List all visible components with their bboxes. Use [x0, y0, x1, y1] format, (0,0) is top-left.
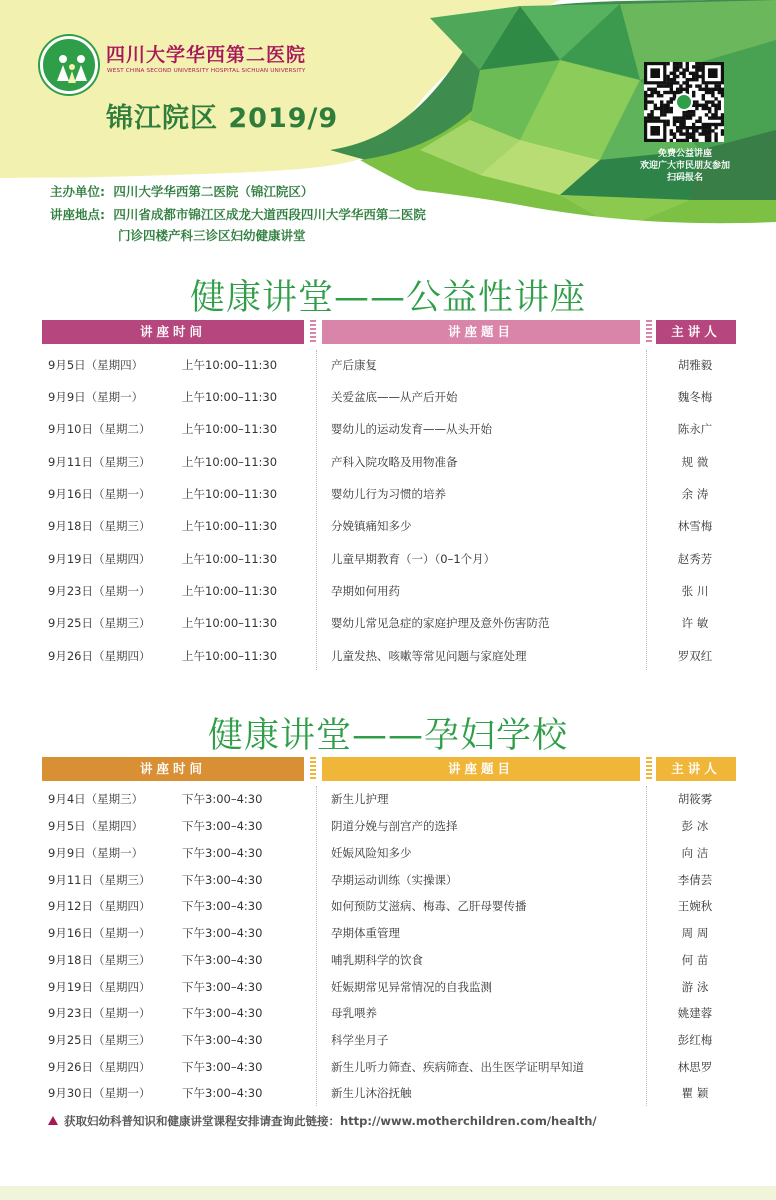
lecture-speaker: 周 周: [681, 926, 709, 940]
lecture-topic: 母乳喂养: [331, 1006, 377, 1020]
campus-date-title: 锦江院区 2019/9: [106, 103, 339, 134]
lecture-topic: 婴幼儿常见急症的家庭护理及意外伤害防范: [331, 616, 550, 630]
lecture-date: 9月5日（星期四）: [48, 819, 144, 833]
bottom-bar: [0, 1186, 776, 1200]
table-row: [0, 549, 776, 569]
lecture-time: 下午3:00–4:30: [182, 1086, 263, 1100]
lecture-topic: 新生儿沐浴抚触: [331, 1086, 412, 1100]
lecture-time: 下午3:00–4:30: [182, 792, 263, 806]
hospital-name: 四川大学华西第二医院: [106, 44, 307, 66]
lecture-time: 上午10:00–11:30: [182, 487, 278, 501]
section-title-prenatal-school: 健康讲堂——孕妇学校: [207, 716, 568, 756]
lecture-speaker: 何 苗: [681, 953, 709, 967]
lecture-date: 9月23日（星期一）: [48, 584, 151, 598]
lecture-time: 上午10:00–11:30: [182, 519, 278, 533]
lecture-time: 下午3:00–4:30: [182, 1060, 263, 1074]
lecture-topic: 新生儿护理: [331, 792, 389, 806]
logo-figures-icon: [43, 39, 101, 97]
table-row: [0, 843, 776, 863]
table-row: [0, 387, 776, 407]
footer-text: 获取妇幼科普知识和健康讲堂课程安排请查询此链接：: [64, 1114, 340, 1128]
lecture-topic: 哺乳期科学的饮食: [331, 953, 423, 967]
footer-note: [48, 1113, 597, 1129]
lecture-time: 下午3:00–4:30: [182, 1033, 263, 1047]
lecture-topic: 儿童发热、咳嗽等常见问题与家庭处理: [331, 649, 527, 663]
lecture-time: 下午3:00–4:30: [182, 899, 263, 913]
lecture-speaker: 瞿 颖: [681, 1086, 709, 1100]
lecture-speaker: 彭红梅: [677, 1033, 713, 1047]
table-row: [0, 355, 776, 375]
col-header-divider: [310, 320, 316, 344]
table-row: [0, 452, 776, 472]
lecture-speaker: 彭 冰: [681, 819, 709, 833]
table-row: [0, 484, 776, 504]
table-row: [0, 516, 776, 536]
lecture-topic: 婴幼儿行为习惯的培养: [331, 487, 446, 501]
footer-url-link[interactable]: http://www.motherchildren.com/health/: [340, 1114, 597, 1128]
lecture-time: 下午3:00–4:30: [182, 926, 263, 940]
table-row: [0, 950, 776, 970]
lecture-time: 下午3:00–4:30: [182, 819, 263, 833]
lecture-topic: 科学坐月子: [331, 1033, 389, 1047]
lecture-date: 9月18日（星期三）: [48, 519, 151, 533]
table-row: [0, 1057, 776, 1077]
lecture-speaker: 陈永广: [677, 422, 713, 436]
lecture-topic: 孕期运动训练（实操课）: [331, 873, 458, 887]
section-title-public-lectures: 健康讲堂——公益性讲座: [189, 278, 586, 318]
lecture-time: 上午10:00–11:30: [182, 358, 278, 372]
lecture-date: 9月10日（星期二）: [48, 422, 151, 436]
table-row: [0, 646, 776, 666]
lecture-date: 9月16日（星期一）: [48, 487, 151, 501]
lecture-speaker: 王婉秋: [677, 899, 713, 913]
col-header-topic: 讲座题目: [322, 757, 640, 781]
lecture-date: 9月11日（星期三）: [48, 873, 151, 887]
qr-code[interactable]: [644, 62, 724, 142]
hospital-name-en: WEST CHINA SECOND UNIVERSITY HOSPITAL SICHUAN UNIVERSITY: [107, 68, 306, 74]
lecture-date: 9月5日（星期四）: [48, 358, 144, 372]
lecture-date: 9月9日（星期一）: [48, 390, 144, 404]
lecture-date: 9月25日（星期三）: [48, 1033, 151, 1047]
lecture-topic: 孕期体重管理: [331, 926, 400, 940]
lecture-speaker: 李倩芸: [677, 873, 713, 887]
col-header-time: 讲座时间: [42, 320, 304, 344]
table-row: [0, 1030, 776, 1050]
organizer-line: [50, 182, 313, 200]
lecture-topic: 孕期如何用药: [331, 584, 400, 598]
table-row: [0, 816, 776, 836]
lecture-speaker: 林思罗: [677, 1060, 713, 1074]
lecture-topic: 产科入院攻略及用物准备: [331, 455, 458, 469]
lecture-date: 9月25日（星期三）: [48, 616, 151, 630]
table-row: [0, 977, 776, 997]
lecture-speaker: 胡筱雾: [677, 792, 713, 806]
lecture-speaker: 向 洁: [681, 846, 709, 860]
lecture-speaker: 规 微: [681, 455, 709, 469]
organizer-value: 四川大学华西第二医院（锦江院区）: [113, 184, 314, 199]
lecture-speaker: 胡雅毅: [677, 358, 713, 372]
lecture-date: 9月26日（星期四）: [48, 649, 151, 663]
venue-line: [50, 205, 426, 223]
lecture-date: 9月11日（星期三）: [48, 455, 151, 469]
lecture-time: 下午3:00–4:30: [182, 953, 263, 967]
table-row: [0, 613, 776, 633]
lecture-date: 9月30日（星期一）: [48, 1086, 151, 1100]
lecture-date: 9月9日（星期一）: [48, 846, 144, 860]
lecture-date: 9月16日（星期一）: [48, 926, 151, 940]
lecture-time: 上午10:00–11:30: [182, 422, 278, 436]
qr-caption-line: 欢迎广大市民朋友参加: [639, 161, 730, 171]
table-row: [0, 419, 776, 439]
lecture-date: 9月19日（星期四）: [48, 552, 151, 566]
lecture-speaker: 赵秀芳: [677, 552, 713, 566]
col-header-speaker: 主讲人: [656, 320, 736, 344]
table-row: [0, 870, 776, 890]
lecture-topic: 妊娠风险知多少: [331, 846, 412, 860]
organizer-label: 主办单位:: [50, 184, 105, 199]
triangle-bullet-icon: [48, 1116, 58, 1125]
lecture-speaker: 姚建蓉: [677, 1006, 713, 1020]
lecture-topic: 妊娠期常见异常情况的自我监测: [331, 980, 492, 994]
lecture-speaker: 罗双红: [677, 649, 713, 663]
lecture-topic: 阴道分娩与剖宫产的选择: [331, 819, 458, 833]
lecture-time: 上午10:00–11:30: [182, 552, 278, 566]
lecture-date: 9月19日（星期四）: [48, 980, 151, 994]
table-row: [0, 923, 776, 943]
lecture-topic: 产后康复: [331, 358, 377, 372]
col-header-speaker: 主讲人: [656, 757, 736, 781]
table-row: [0, 1003, 776, 1023]
lecture-topic: 如何预防艾滋病、梅毒、乙肝母婴传播: [331, 899, 527, 913]
col-header-divider: [310, 757, 316, 781]
lecture-speaker: 张 川: [681, 584, 709, 598]
table-row: [0, 581, 776, 601]
lecture-speaker: 林雪梅: [677, 519, 713, 533]
col-header-divider: [646, 320, 652, 344]
lecture-time: 上午10:00–11:30: [182, 584, 278, 598]
lecture-topic: 婴幼儿的运动发育——从头开始: [331, 422, 492, 436]
lecture-time: 上午10:00–11:30: [182, 616, 278, 630]
lecture-date: 9月23日（星期一）: [48, 1006, 151, 1020]
table-row: [0, 789, 776, 809]
lecture-date: 9月12日（星期四）: [48, 899, 151, 913]
lecture-topic: 儿童早期教育（一）（0–1个月）: [331, 552, 496, 566]
qr-code-icon: [644, 62, 724, 142]
qr-caption-line: 免费公益讲座: [657, 149, 712, 159]
lecture-topic: 关爱盆底——从产后开始: [331, 390, 458, 404]
lecture-time: 下午3:00–4:30: [182, 1006, 263, 1020]
lecture-speaker: 游 泳: [681, 980, 709, 994]
lecture-time: 下午3:00–4:30: [182, 980, 263, 994]
lecture-speaker: 余 涛: [681, 487, 709, 501]
qr-caption: [610, 148, 760, 184]
lecture-date: 9月26日（星期四）: [48, 1060, 151, 1074]
hospital-logo: [40, 36, 98, 94]
venue-value-line2: 门诊四楼产科三诊区妇幼健康讲堂: [118, 228, 306, 243]
table-row: [0, 896, 776, 916]
qr-caption-line: 扫码报名: [666, 173, 703, 183]
lecture-time: 上午10:00–11:30: [182, 649, 278, 663]
col-header-time: 讲座时间: [42, 757, 304, 781]
lecture-time: 下午3:00–4:30: [182, 846, 263, 860]
col-header-divider: [646, 757, 652, 781]
col-header-topic: 讲座题目: [322, 320, 640, 344]
lecture-date: 9月18日（星期三）: [48, 953, 151, 967]
lecture-time: 下午3:00–4:30: [182, 873, 263, 887]
table-row: [0, 1083, 776, 1103]
venue-value-line1: 四川省成都市锦江区成龙大道西段四川大学华西第二医院: [113, 207, 426, 222]
lecture-time: 上午10:00–11:30: [182, 390, 278, 404]
venue-label: 讲座地点:: [50, 207, 105, 222]
lecture-speaker: 魏冬梅: [677, 390, 713, 404]
lecture-speaker: 许 敏: [681, 616, 709, 630]
lecture-topic: 新生儿听力筛查、疾病筛查、出生医学证明早知道: [331, 1060, 584, 1074]
lecture-time: 上午10:00–11:30: [182, 455, 278, 469]
lecture-topic: 分娩镇痛知多少: [331, 519, 412, 533]
lecture-date: 9月4日（星期三）: [48, 792, 144, 806]
